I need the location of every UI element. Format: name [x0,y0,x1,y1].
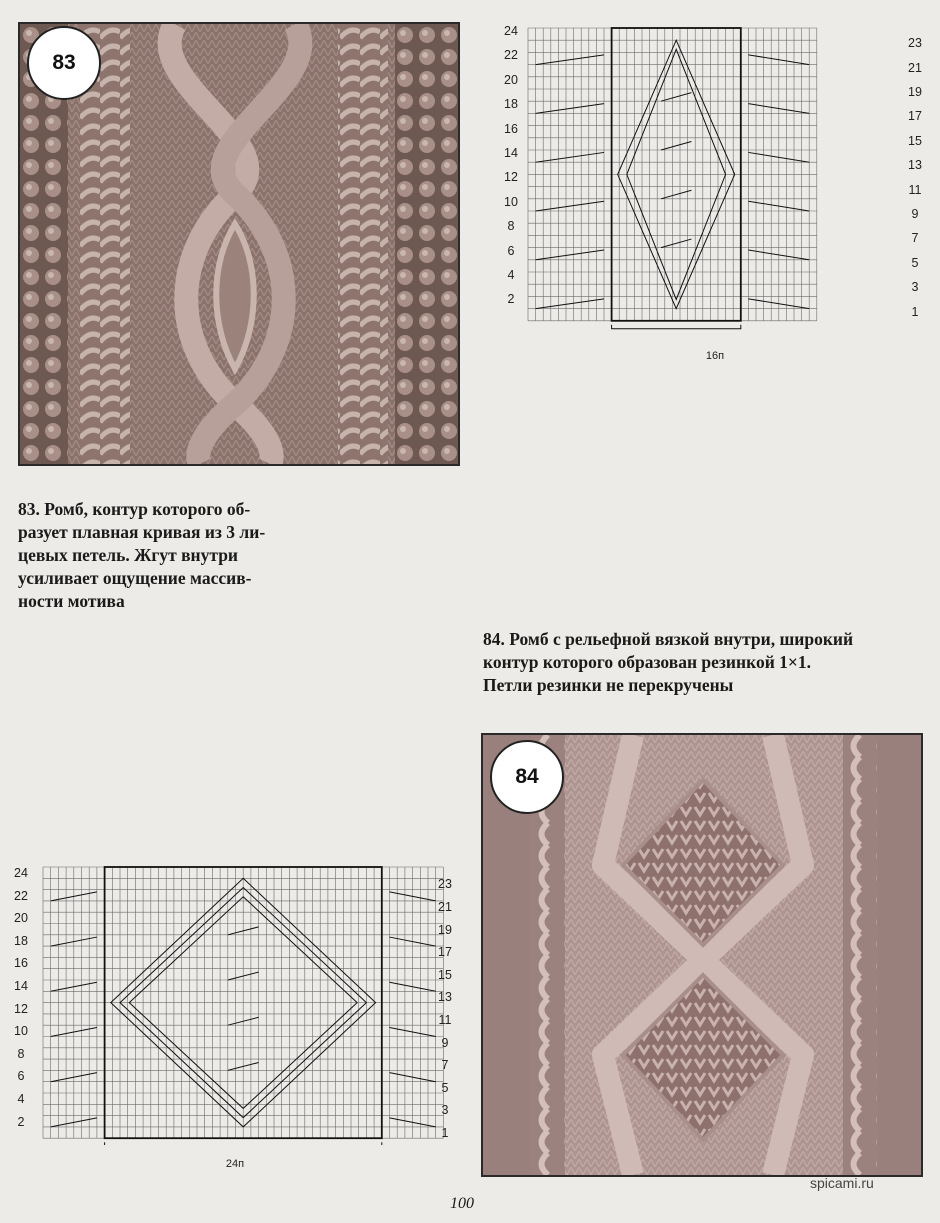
row-number-left: 24 [504,24,518,38]
pattern-84-caption [483,628,853,697]
row-number-right: 5 [911,255,919,270]
row-number-right: 23 [438,877,452,892]
row-number-left: 20 [14,911,28,926]
caption-line: усиливает ощущение массив- [18,568,252,588]
pattern-83-chart [500,20,940,365]
row-number-left: 6 [507,243,515,258]
row-number-left: 16 [14,956,28,971]
caption-line: 83. Ромб, контур которого об- [18,499,251,519]
row-number-left: 20 [504,72,518,87]
row-number-left: 22 [14,888,28,903]
pattern-83-width-label: 16п [705,350,725,362]
row-number-right: 3 [441,1103,449,1118]
row-number-right: 15 [908,133,922,148]
row-number-right: 13 [908,158,922,173]
row-number-right: 17 [908,109,922,124]
row-number-right: 21 [908,60,922,75]
row-number-left: 18 [504,97,518,112]
pattern-83-number: 83 [52,51,76,74]
row-number-right: 17 [438,945,452,960]
row-number-left: 18 [14,933,28,948]
row-number-left: 24 [14,866,28,880]
row-number-right: 3 [911,280,919,295]
row-number-left: 14 [504,146,518,160]
row-number-right: 1 [441,1125,449,1140]
row-number-left: 16 [504,121,518,136]
caption-line: Петли резинки не перекручены [483,675,734,695]
row-number-right: 15 [438,967,452,982]
caption-line: ности мотива [18,591,125,611]
pattern-84-width-label: 24п [225,1158,245,1170]
page-number: 100 [450,1195,474,1212]
row-number-left: 10 [14,1024,28,1039]
pattern-83-chart-grid [500,20,940,365]
row-number-right: 9 [441,1035,449,1050]
row-number-left: 14 [14,979,28,993]
row-number-left: 22 [504,48,518,63]
pattern-83-number-badge [27,26,101,100]
pattern-84-number-badge [490,740,564,814]
row-number-right: 13 [438,990,452,1005]
watermark: spicami.ru [810,1175,874,1191]
row-number-right: 7 [911,231,919,246]
pattern-83-caption [18,498,265,613]
row-number-right: 19 [438,922,452,937]
row-number-right: 11 [908,182,922,197]
row-number-left: 8 [507,219,515,234]
row-number-left: 4 [507,268,515,282]
caption-line: контур которого образован резинкой 1×1. [483,652,812,672]
row-number-right: 21 [438,899,452,914]
caption-line: цевых петель. Жгут внутри [18,545,239,565]
row-number-right: 5 [441,1080,449,1095]
row-number-left: 6 [17,1069,25,1084]
row-number-left: 4 [17,1092,25,1106]
row-number-left: 12 [504,170,518,185]
row-number-right: 7 [441,1058,449,1073]
caption-line: 84. Ромб с рельефной вязкой внутри, широкий [483,629,854,649]
row-number-left: 10 [504,194,518,209]
row-number-left: 8 [17,1046,25,1061]
row-number-right: 9 [911,207,919,221]
row-number-right: 1 [911,304,919,319]
caption-line: разует плавная кривая из 3 ли- [18,522,266,542]
row-number-left: 2 [507,292,515,307]
row-number-left: 2 [17,1114,25,1129]
row-number-right: 11 [438,1012,452,1027]
pattern-84-number: 84 [515,765,539,788]
row-number-left: 12 [14,1001,28,1016]
row-number-right: 23 [908,36,922,51]
pattern-84-chart-grid [10,845,475,1145]
row-number-right: 19 [908,85,922,99]
pattern-84-chart [10,845,475,1145]
